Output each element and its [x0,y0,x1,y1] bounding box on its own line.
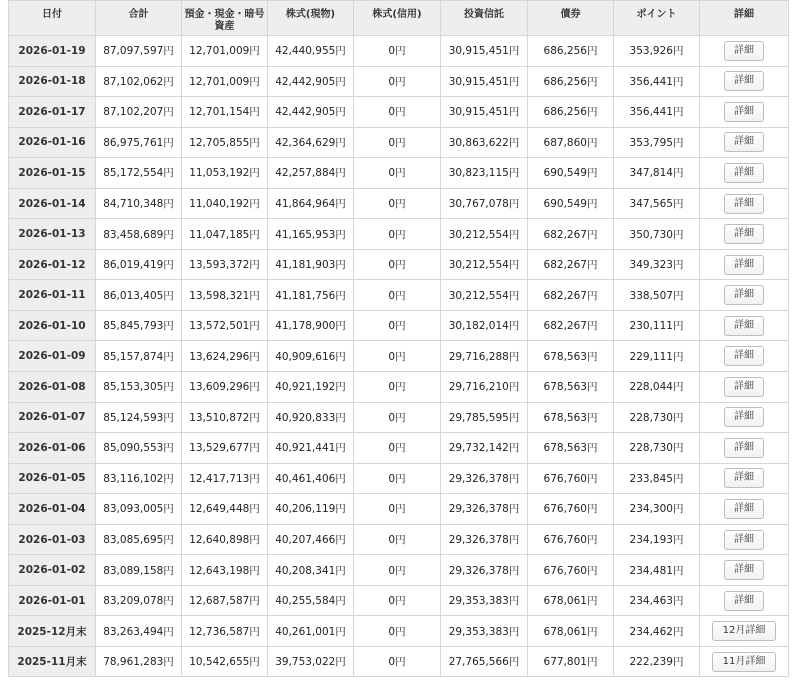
table-row [9,310,789,341]
date-cell: 2026-01-12 [9,249,96,280]
fund-cell: 29,785,595円 [441,402,528,433]
stock-cell: 42,364,629円 [268,127,354,158]
stock-cell: 42,257,884円 [268,158,354,189]
date-cell: 2026-01-05 [9,463,96,494]
total-cell: 83,458,689円 [96,219,182,250]
point-cell: 347,814円 [614,158,700,189]
detail-cell [700,372,789,403]
bond-cell: 686,256円 [528,66,614,97]
cash-cell: 13,609,296円 [182,372,268,403]
date-cell: 2026-01-07 [9,402,96,433]
cash-cell: 13,529,677円 [182,433,268,464]
margin-cell: 0円 [354,219,441,250]
bond-cell: 678,563円 [528,372,614,403]
column-header-bond: 債券 [528,1,614,36]
table-row [9,433,789,464]
bond-cell: 676,760円 [528,555,614,586]
point-cell: 353,795円 [614,127,700,158]
bond-cell: 678,061円 [528,585,614,616]
margin-cell: 0円 [354,555,441,586]
point-cell: 234,193円 [614,524,700,555]
detail-button[interactable]: 詳細 [724,102,764,122]
fund-cell: 30,915,451円 [441,36,528,67]
total-cell: 83,093,005円 [96,494,182,525]
fund-cell: 29,326,378円 [441,524,528,555]
date-cell: 2026-01-04 [9,494,96,525]
bond-cell: 690,549円 [528,188,614,219]
detail-cell [700,36,789,67]
fund-cell: 27,765,566円 [441,646,528,677]
table-row [9,158,789,189]
margin-cell: 0円 [354,616,441,647]
stock-cell: 40,255,584円 [268,585,354,616]
date-cell: 2026-01-06 [9,433,96,464]
total-cell: 84,710,348円 [96,188,182,219]
point-cell: 233,845円 [614,463,700,494]
detail-button[interactable]: 詳細 [724,438,764,458]
detail-button[interactable]: 詳細 [724,591,764,611]
margin-cell: 0円 [354,524,441,555]
cash-cell: 12,701,009円 [182,66,268,97]
cash-cell: 13,510,872円 [182,402,268,433]
point-cell: 356,441円 [614,97,700,128]
cash-cell: 11,040,192円 [182,188,268,219]
stock-cell: 40,461,406円 [268,463,354,494]
bond-cell: 682,267円 [528,280,614,311]
detail-button[interactable]: 詳細 [724,499,764,519]
cash-cell: 13,624,296円 [182,341,268,372]
cash-cell: 13,598,321円 [182,280,268,311]
point-cell: 356,441円 [614,66,700,97]
fund-cell: 29,716,210円 [441,372,528,403]
table-row [9,36,789,67]
date-cell: 2025-11月末 [9,646,96,677]
bond-cell: 678,563円 [528,341,614,372]
margin-cell: 0円 [354,372,441,403]
detail-cell [700,463,789,494]
detail-cell [700,188,789,219]
date-cell: 2026-01-13 [9,219,96,250]
point-cell: 228,730円 [614,402,700,433]
stock-cell: 40,206,119円 [268,494,354,525]
margin-cell: 0円 [354,646,441,677]
table-row [9,585,789,616]
date-cell: 2025-12月末 [9,616,96,647]
column-header-fund: 投資信託 [441,1,528,36]
detail-button[interactable]: 詳細 [724,41,764,61]
table-row [9,616,789,647]
header-row [9,1,789,36]
stock-cell: 40,207,466円 [268,524,354,555]
table-row [9,188,789,219]
total-cell: 86,013,405円 [96,280,182,311]
table-row [9,524,789,555]
table-row [9,372,789,403]
table-row [9,97,789,128]
margin-cell: 0円 [354,36,441,67]
detail-cell [700,524,789,555]
column-header-margin: 株式(信用) [354,1,441,36]
stock-cell: 42,442,905円 [268,97,354,128]
point-cell: 234,481円 [614,555,700,586]
point-cell: 347,565円 [614,188,700,219]
detail-button[interactable]: 詳細 [724,346,764,366]
point-cell: 338,507円 [614,280,700,311]
cash-cell: 11,047,185円 [182,219,268,250]
fund-cell: 29,732,142円 [441,433,528,464]
date-cell: 2026-01-02 [9,555,96,586]
point-cell: 222,239円 [614,646,700,677]
date-cell: 2026-01-10 [9,310,96,341]
margin-cell: 0円 [354,249,441,280]
fund-cell: 29,716,288円 [441,341,528,372]
date-cell: 2026-01-19 [9,36,96,67]
stock-cell: 40,921,192円 [268,372,354,403]
fund-cell: 29,353,383円 [441,616,528,647]
point-cell: 234,462円 [614,616,700,647]
column-header-stock: 株式(現物) [268,1,354,36]
point-cell: 228,730円 [614,433,700,464]
table-header [9,1,789,36]
fund-cell: 30,212,554円 [441,280,528,311]
stock-cell: 42,442,905円 [268,66,354,97]
margin-cell: 0円 [354,310,441,341]
fund-cell: 29,326,378円 [441,463,528,494]
table-row [9,280,789,311]
margin-cell: 0円 [354,158,441,189]
table-row [9,402,789,433]
total-cell: 85,153,305円 [96,372,182,403]
detail-button[interactable]: 詳細 [724,377,764,397]
total-cell: 85,845,793円 [96,310,182,341]
detail-button[interactable]: 12月詳細 [712,621,776,641]
point-cell: 229,111円 [614,341,700,372]
total-cell: 85,157,874円 [96,341,182,372]
detail-button[interactable]: 詳細 [724,530,764,550]
cash-cell: 10,542,655円 [182,646,268,677]
margin-cell: 0円 [354,463,441,494]
bond-cell: 678,563円 [528,402,614,433]
total-cell: 85,172,554円 [96,158,182,189]
table-row [9,494,789,525]
detail-cell [700,127,789,158]
bond-cell: 687,860円 [528,127,614,158]
detail-cell [700,66,789,97]
detail-button[interactable]: 詳細 [724,163,764,183]
asset-history-table [8,0,789,677]
column-header-total: 合計 [96,1,182,36]
bond-cell: 678,563円 [528,433,614,464]
bond-cell: 682,267円 [528,249,614,280]
total-cell: 87,102,062円 [96,66,182,97]
point-cell: 234,300円 [614,494,700,525]
bond-cell: 676,760円 [528,463,614,494]
cash-cell: 12,640,898円 [182,524,268,555]
detail-button[interactable]: 詳細 [724,560,764,580]
detail-button[interactable]: 詳細 [724,255,764,275]
detail-cell [700,585,789,616]
fund-cell: 30,915,451円 [441,66,528,97]
point-cell: 230,111円 [614,310,700,341]
fund-cell: 30,182,014円 [441,310,528,341]
stock-cell: 41,181,903円 [268,249,354,280]
cash-cell: 12,701,154円 [182,97,268,128]
table-row [9,646,789,677]
total-cell: 83,209,078円 [96,585,182,616]
bond-cell: 686,256円 [528,36,614,67]
margin-cell: 0円 [354,127,441,158]
cash-cell: 12,649,448円 [182,494,268,525]
stock-cell: 41,181,756円 [268,280,354,311]
date-cell: 2026-01-16 [9,127,96,158]
stock-cell: 41,178,900円 [268,310,354,341]
detail-cell [700,280,789,311]
margin-cell: 0円 [354,433,441,464]
date-cell: 2026-01-09 [9,341,96,372]
detail-button[interactable]: 詳細 [724,71,764,91]
detail-button[interactable]: 詳細 [724,194,764,214]
detail-cell [700,158,789,189]
stock-cell: 40,921,441円 [268,433,354,464]
column-header-date: 日付 [9,1,96,36]
detail-cell [700,249,789,280]
date-cell: 2026-01-01 [9,585,96,616]
detail-button[interactable]: 詳細 [724,285,764,305]
detail-button[interactable]: 詳細 [724,316,764,336]
detail-cell [700,555,789,586]
cash-cell: 13,572,501円 [182,310,268,341]
total-cell: 83,085,695円 [96,524,182,555]
margin-cell: 0円 [354,494,441,525]
table-row [9,66,789,97]
total-cell: 78,961,283円 [96,646,182,677]
fund-cell: 29,326,378円 [441,555,528,586]
stock-cell: 40,208,341円 [268,555,354,586]
detail-button[interactable]: 詳細 [724,132,764,152]
table-row [9,555,789,586]
detail-cell [700,646,789,677]
total-cell: 87,097,597円 [96,36,182,67]
date-cell: 2026-01-11 [9,280,96,311]
column-header-detail: 詳細 [700,1,789,36]
date-cell: 2026-01-03 [9,524,96,555]
cash-cell: 12,705,855円 [182,127,268,158]
detail-button[interactable]: 詳細 [724,407,764,427]
point-cell: 234,463円 [614,585,700,616]
detail-cell [700,616,789,647]
table-row [9,127,789,158]
table-row [9,219,789,250]
detail-cell [700,402,789,433]
detail-button[interactable]: 詳細 [724,468,764,488]
margin-cell: 0円 [354,402,441,433]
margin-cell: 0円 [354,341,441,372]
fund-cell: 30,212,554円 [441,249,528,280]
fund-cell: 30,915,451円 [441,97,528,128]
cash-cell: 12,687,587円 [182,585,268,616]
date-cell: 2026-01-17 [9,97,96,128]
cash-cell: 12,736,587円 [182,616,268,647]
cash-cell: 12,417,713円 [182,463,268,494]
stock-cell: 40,920,833円 [268,402,354,433]
total-cell: 86,019,419円 [96,249,182,280]
bond-cell: 682,267円 [528,219,614,250]
date-cell: 2026-01-15 [9,158,96,189]
fund-cell: 29,353,383円 [441,585,528,616]
fund-cell: 30,863,622円 [441,127,528,158]
stock-cell: 41,165,953円 [268,219,354,250]
detail-cell [700,433,789,464]
stock-cell: 40,909,616円 [268,341,354,372]
bond-cell: 677,801円 [528,646,614,677]
bond-cell: 686,256円 [528,97,614,128]
date-cell: 2026-01-08 [9,372,96,403]
cash-cell: 11,053,192円 [182,158,268,189]
column-header-point: ポイント [614,1,700,36]
date-cell: 2026-01-18 [9,66,96,97]
total-cell: 83,089,158円 [96,555,182,586]
detail-button[interactable]: 11月詳細 [712,652,776,672]
margin-cell: 0円 [354,66,441,97]
stock-cell: 40,261,001円 [268,616,354,647]
bond-cell: 682,267円 [528,310,614,341]
margin-cell: 0円 [354,188,441,219]
detail-cell [700,310,789,341]
point-cell: 350,730円 [614,219,700,250]
column-header-cash: 預金・現金・暗号資産 [182,1,268,36]
fund-cell: 30,767,078円 [441,188,528,219]
detail-button[interactable]: 詳細 [724,224,764,244]
fund-cell: 30,823,115円 [441,158,528,189]
date-cell: 2026-01-14 [9,188,96,219]
fund-cell: 29,326,378円 [441,494,528,525]
table-row [9,341,789,372]
point-cell: 228,044円 [614,372,700,403]
point-cell: 353,926円 [614,36,700,67]
total-cell: 83,263,494円 [96,616,182,647]
cash-cell: 12,643,198円 [182,555,268,586]
total-cell: 86,975,761円 [96,127,182,158]
cash-cell: 12,701,009円 [182,36,268,67]
table-row [9,463,789,494]
total-cell: 85,124,593円 [96,402,182,433]
stock-cell: 42,440,955円 [268,36,354,67]
total-cell: 83,116,102円 [96,463,182,494]
detail-cell [700,219,789,250]
bond-cell: 690,549円 [528,158,614,189]
total-cell: 85,090,553円 [96,433,182,464]
bond-cell: 678,061円 [528,616,614,647]
bond-cell: 676,760円 [528,494,614,525]
detail-cell [700,97,789,128]
margin-cell: 0円 [354,585,441,616]
table-row [9,249,789,280]
bond-cell: 676,760円 [528,524,614,555]
total-cell: 87,102,207円 [96,97,182,128]
stock-cell: 41,864,964円 [268,188,354,219]
margin-cell: 0円 [354,280,441,311]
cash-cell: 13,593,372円 [182,249,268,280]
table-body [9,36,789,677]
point-cell: 349,323円 [614,249,700,280]
margin-cell: 0円 [354,97,441,128]
fund-cell: 30,212,554円 [441,219,528,250]
stock-cell: 39,753,022円 [268,646,354,677]
detail-cell [700,341,789,372]
detail-cell [700,494,789,525]
